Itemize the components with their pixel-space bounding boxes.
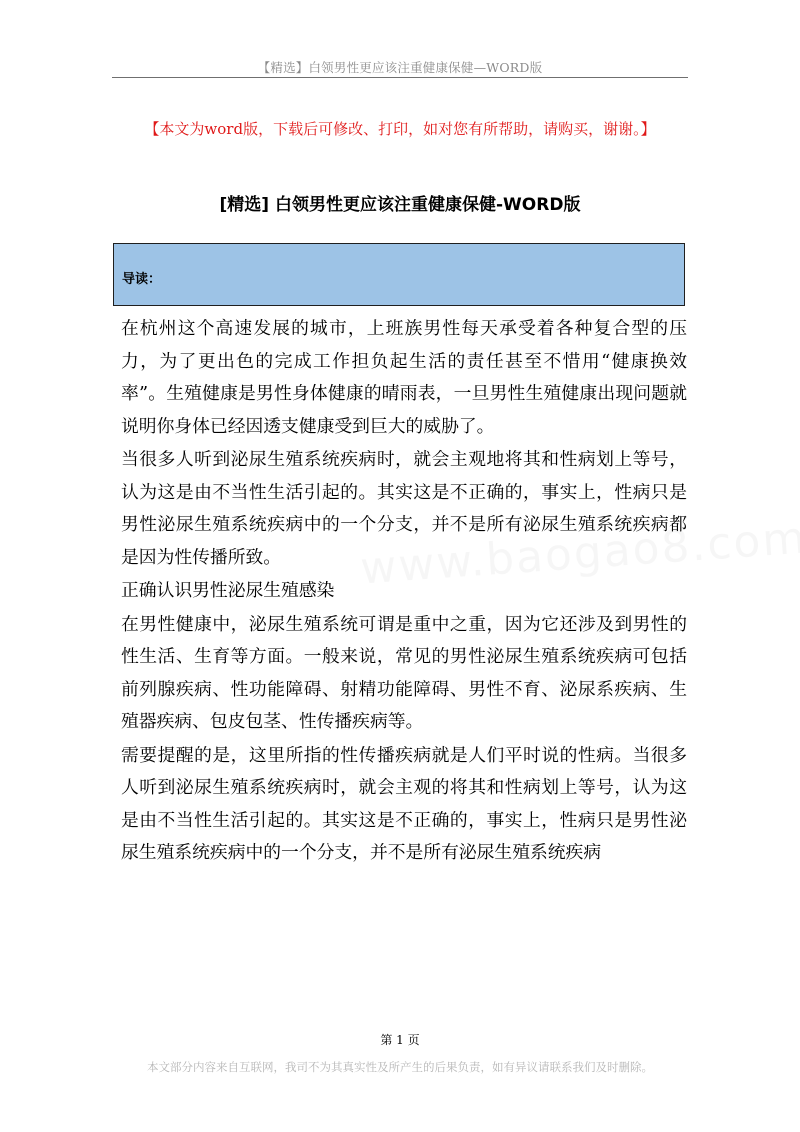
paragraph-2: 当很多人听到泌尿生殖系统疾病时，就会主观地将其和性病划上等号，认为这是由不当性生活引起的。其实这是不正确的，事实上，性病只是男性泌尿生殖系统疾病中的一个分支，并不是所有泌尿生殖系统疾病都是因为性传播所致。 [121,449,687,568]
paragraph-4: 需要提醒的是，这里所指的性传播疾病就是人们平时说的性病。当很多人听到泌尿生殖系统疾病时，就会主观的将其和性病划上等号，认为这是由不当性生活引起的。其实这是不正确的，事实上，性病只是男性泌尿生殖系统疾病中的一个分支，并不是所有泌尿生殖系统疾病 [121,744,687,863]
page-number: 第 1 页 [380,1033,420,1047]
paragraph-3: 在男性健康中，泌尿生殖系统可谓是重中之重，因为它还涉及到男性的性生活、生育等方面。一般来说，常见的男性泌尿生殖系统疾病可包括前列腺疾病、性功能障碍、射精功能障碍、男性不育、泌尿系疾病、生殖器疾病、包皮包茎、性传播疾病等。 [121,613,687,732]
download-notice: 【本文为word版，下载后可修改、打印，如对您有所帮助，请购买，谢谢。】 [144,120,656,138]
section-heading: 正确认识男性泌尿生殖感染 [121,580,335,601]
footer-disclaimer: 本文部分内容来自互联网，我司不为其真实性及所产生的后果负责，如有异议请联系我们及时删除。 [147,1060,653,1074]
running-header: 【精选】白领男性更应该注重健康保健—WORD版 [257,60,543,75]
document-body [121,313,687,871]
document-title: [精选] 白领男性更应该注重健康保健-WORD版 [219,195,581,215]
header-divider [112,77,688,78]
guide-label: 导读： [122,272,162,287]
paragraph-1: 在杭州这个高速发展的城市，上班族男性每天承受着各种复合型的压力，为了更出色的完成工作担负起生活的责任甚至不惜用“健康换效率”。生殖健康是男性身体健康的晴雨表，一旦男性生殖健康出现问题就说明你身体已经因透支健康受到巨大的威胁了。 [121,318,687,437]
guide-box [113,243,685,306]
